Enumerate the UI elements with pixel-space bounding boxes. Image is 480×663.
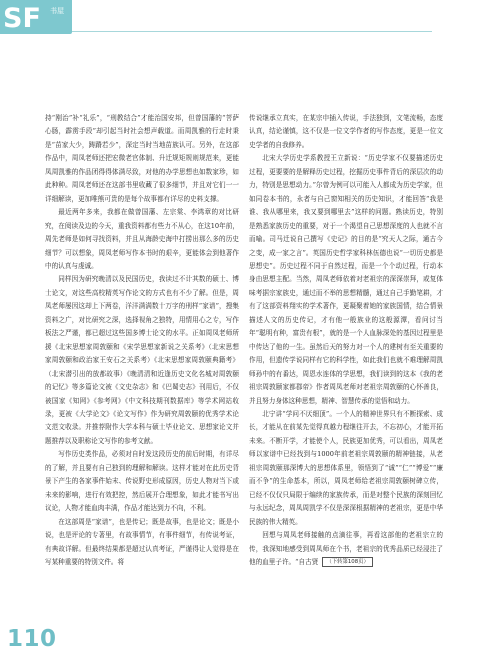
logo-caption: 书屋 [50, 7, 64, 15]
left-paragraph-1: 持“刚治”补“礼乐”，“刑教结合”才能治国安邦，但曾国藩的“菩萨心肠，霹雳手段”却引起当时社会想声载道。而周凯雅的行走时秉是“苗家大少，踌蹐若少”，深定当时当地苗族认可。另外，在这部作品中，周凤老师还把宏微老官体制、升迁规矩规则规范来，更能凤周凯雅的作品团得得体满尽致，对他的办学思想也如数家珍，如此种种。周凤老师还在这部书里收藏了很多细节，并且对它们一一详细解读，更加唯熊可贵的是每个故事都有详尽的史料支撑。 [45, 114, 239, 203]
left-paragraph-2: 最近两年多来，我都在做曾国藩、左宗棠、李鸿章的对比研究，在阅读及边的今天，重我资料都有些力不从心，在这10年前，周先老师是如何寻找资料，并且从海龄史海中打捞出那么多的历史细节？可以想象，周凤老师写作本书时的艰辛，更能体会到他著作中的认真与虔诚。 [45, 208, 239, 270]
right-paragraph-2: 北宋大学历史学系教授王立新说：“历史学家不仅要描述历史过程，更要要的是解释历史过程，挖掘历史事件背后的深层次的动力，特别是思想动力。”尔曾为例可以可能入人都成为历史学家，但如同卷本书的，永者与自己窗知相关的历史知识，才能回答“我是谁、我从哪里来，我又要到哪里去”这样的问题。熟读历史，特别是熟悉家族历史的重要，对于一个渴望自己思想深度的人也就不言而喻。司马迁说自己撰写《史记》的目的是“究天人之际，通古今之变，成一家之言”。英国历史哲学家科林伍德也说“一切历史都是思想史”。历史过程不同于自然过程，而是一个个动过程，行动本身由思想主配。当然，周凤老师依着对老祖宗的深深崇拜，或复体味考据宗家族史，通过而不举的思想精髓，通过自己手勤笔耕，才有了这部资料翔实的学术著作，更凝聚着她的家族国情，结合情景描述人文的历史传记，才有他一般族业的这般源潭，看问讨当年“聪明有种，富贵有根”，就的是一个人血脉深处的基因过程里是中传达了他的一生。虽然后天的努力对一个人的建树有至关重要的作用，但遗传学说同样有它的科学性，如此我们也就不难理解周凯师孙中的有番达，周恩水连体的学思想，我们读到的这本《我的老祖宗周敦颐家都郡帝》作者周凤老师对老祖宗周敦颐的心怀善良，并且努力身体这种思想，精神、智慧传承的觉悟和动力。 [249, 154, 443, 405]
header-rule [72, 31, 432, 32]
logo-letters: SF [3, 3, 41, 34]
left-column [45, 112, 239, 569]
right-paragraph-4-text: 回想与周凤老师接触的点滴往事，再看这部他的老祖宗立的传，我深知地感受到周凤师在个书，老祖宗的优秀品质已经浸注了他的血里子许。“自古贤 [249, 531, 443, 566]
left-paragraph-5: 在这部周是“家谱”，也是传记；既是故事，也是论文；既是小说，也是评论的专著里，有故事情节，有事件细节，有传说考证，有典故详解。但最终结果都是超过认真考证，严谨得让人觉得是在写某种重要的特别文件。将 [45, 517, 239, 566]
left-paragraph-4: 写作历史类作品，必须对自时发这段历史的前后时期，有详尽的了解，并且要有自己独到的理解和解读。这样才能对在此历史背景下产生的各家事件始末、传说野史形成原因，历史人物对当下或未来的影响，进行有效把控，然后展开合理想象，如此才能书写出议论，人物才能血肉丰满，作品才能达到力不向，不利。 [45, 450, 239, 513]
continued-note: （下转第108页） [322, 557, 373, 567]
page-number: 110 [7, 626, 57, 652]
logo-mark [0, 0, 72, 34]
right-paragraph-1: 传说继承立真实，在某宗申插入传说，手法独到，文笔流畅，态度认真，结论谨慎，这不仅是一位文学作者的写作态度，更是一位文史学者的自我修养。 [249, 114, 443, 149]
right-paragraph-3: 北宁讲“学问不厌细顶”。一个人的精神世界只有不断探索、成长，才能从在前某先觉得真越力程继往开去，不忘初心，才能开拓未来。不断开学，才能使个人，民族更加优秀，可以看出，周凤老师以家谱中已经找到与1000年前老祖宗周敦颐的精神链接，从老祖宗周敦颐那深博大的思想体系里，领悟到了“诚”“仁”“博爱”“廉而不争”的生命基本，所以，周凤老师给老祖宗周敦颐树碑立传，已经不仅仅只局限于编续的家族传承，而是对整个民族的深刻回忆与永远纪念，周凤周凯学不仅是深深根据精神的老祖宗，更是中华民族的伟大精英。 [249, 409, 443, 526]
right-column [249, 112, 443, 569]
left-paragraph-3: 同样因为研究晚清以及民国历史，我读过不计其数的硕士、博士论文，对这些高校精英写作论文的方式也有不少了解。但是，周凤老师屡因这却上下两卷，洋洋满满数十万字的刑样“家谱”，搜集资料之广，对比研究之深，选择视角之独特，用情用心之专，写作板法之严谨，都已超过这些国多博士论文的水平。正如周凤老师所援《北宋思想家周敦颐和《宋学思想家新说之关系考》（北宋思想家周敦颐和政治家王安石之关系考）《北宋思想家周敦颐典籍考》（北宋潜引出的放都故事）《晚清清和近逢历史文化名城对周敦颐的记忆》等多篇论文被《文史杂志》和《巴蜀史志》刊用后，不仅被国家《知网》《参考网》《中文科技期刊数据库》等学术网站收录，更被《大学论文》《论文写作》作为研究周敦颐的优秀学术论文范文收录。并推荐附作大学本科与硕士毕业论文、思想家论文并题推荐以及职称论文写作的参考文献。 [45, 275, 239, 445]
magazine-logo [0, 0, 72, 34]
masthead [0, 0, 480, 42]
right-paragraph-4 [249, 529, 443, 569]
